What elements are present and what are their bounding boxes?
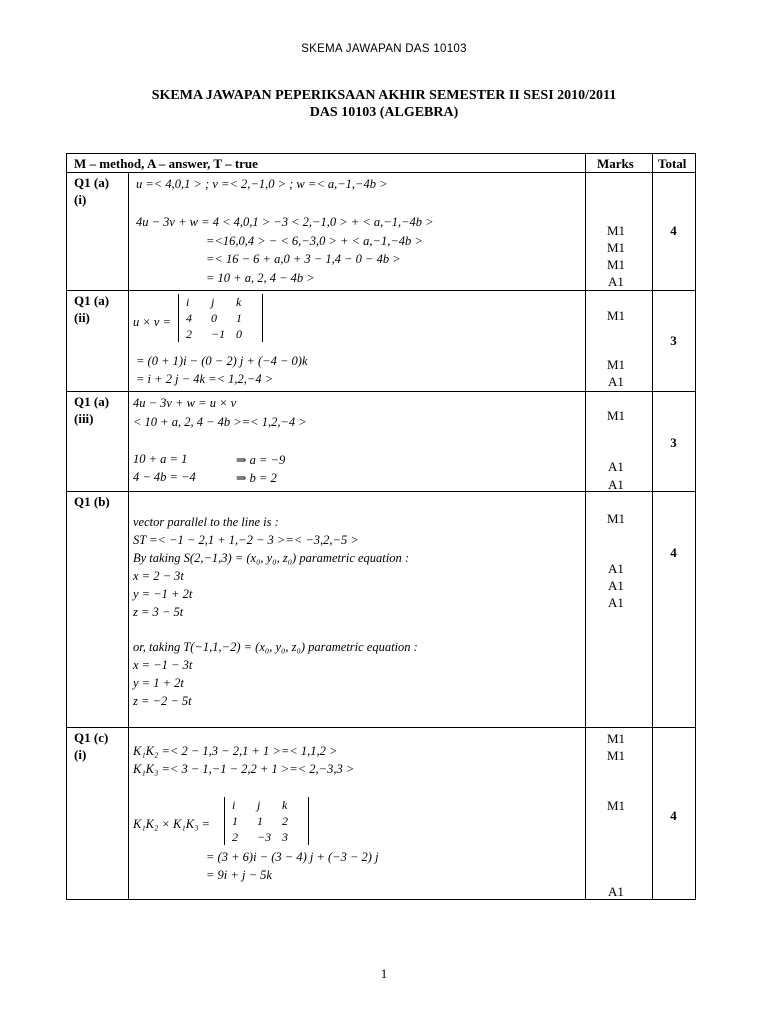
mark-code: M1 <box>606 223 626 238</box>
math-line: 10 + a = 1 <box>133 452 188 466</box>
mark-code: M1 <box>606 798 626 813</box>
math-line: < 10 + a, 2, 4 − 4b >=< 1,2,−4 > <box>133 415 307 429</box>
determinant: i j k 1 1 2 2 −3 3 <box>224 797 309 845</box>
table-legend: M – method, A – answer, T – true <box>74 156 258 171</box>
total-score: 4 <box>670 545 677 560</box>
question-label: Q1 (c) (i) <box>74 730 109 762</box>
question-label: Q1 (a) (i) <box>74 175 110 207</box>
mark-code: M1 <box>606 257 626 272</box>
table-border-top <box>66 153 696 154</box>
math-line: =<16,0,4 > − < 6,−3,0 > + < a,−1,−4b > <box>206 234 423 248</box>
total-score: 3 <box>670 333 677 348</box>
mark-code: M1 <box>606 731 626 746</box>
total-column-divider <box>652 153 653 900</box>
math-line: y = 1 + 2t <box>133 676 184 690</box>
math-line: = (3 + 6)i − (3 − 4) j + (−3 − 2) j <box>206 850 379 864</box>
question-label: Q1 (b) <box>74 494 110 509</box>
page-header: SKEMA JAWAPAN DAS 10103 <box>301 43 467 55</box>
table-border-left <box>66 153 67 900</box>
document-subtitle: DAS 10103 (ALGEBRA) <box>309 105 459 120</box>
math-line: 4u − 3v + w = 4 < 4,0,1 > −3 < 2,−1,0 > + < a,−1,−4b > <box>136 215 434 229</box>
math-line: = 9i + j − 5k <box>206 868 272 882</box>
question-label: Q1 (a) (iii) <box>74 394 110 426</box>
mark-code: A1 <box>608 274 624 289</box>
math-line: = 10 + a, 2, 4 − 4b > <box>206 271 315 285</box>
row-divider <box>66 391 696 392</box>
math-line: or, taking T(−1,1,−2) = (x₀, y₀, z₀) parametric equation : <box>133 640 418 654</box>
mark-code: A1 <box>608 374 624 389</box>
math-line: K₁K₃ =< 3 − 1,−1 − 2,2 + 1 >=< 2,−3,3 > <box>133 762 355 776</box>
question-label: Q1 (a) (ii) <box>74 293 110 325</box>
math-line: y = −1 + 2t <box>133 587 193 601</box>
mark-code: A1 <box>608 578 624 593</box>
total-score: 3 <box>670 435 677 450</box>
math-line: 4 − 4b = −4 <box>133 470 196 484</box>
marks-header: Marks <box>597 156 634 171</box>
mark-code: A1 <box>608 459 624 474</box>
table-border-right <box>695 153 696 900</box>
math-line: z = 3 − 5t <box>133 605 184 619</box>
mark-code: M1 <box>606 748 626 763</box>
mark-code: A1 <box>608 477 624 492</box>
mark-code: A1 <box>608 884 624 899</box>
document-title: SKEMA JAWAPAN PEPERIKSAAN AKHIR SEMESTER II SESI 2010/2011 <box>151 88 617 103</box>
mark-code: M1 <box>606 511 626 526</box>
determinant: i j k 4 0 1 2 −1 0 <box>178 294 263 342</box>
math-line: u × v = <box>133 315 172 329</box>
mark-code: M1 <box>606 408 626 423</box>
mark-code: M1 <box>606 308 626 323</box>
math-line: ST =< −1 − 2,1 + 1,−2 − 3 >=< −3,2,−5 > <box>133 533 359 547</box>
mark-code: A1 <box>608 561 624 576</box>
math-line: K₁K₂ × K₁K₃ = <box>133 817 210 831</box>
total-header: Total <box>658 156 687 171</box>
math-line: x = 2 − 3t <box>133 569 184 583</box>
math-line: ⇒ a = −9 <box>236 453 286 467</box>
total-score: 4 <box>670 223 677 238</box>
math-line: K₁K₂ =< 2 − 1,3 − 2,1 + 1 >=< 1,1,2 > <box>133 744 338 758</box>
math-line: By taking S(2,−1,3) = (x₀, y₀, z₀) parametric equation : <box>133 551 410 565</box>
row-divider <box>66 290 696 291</box>
table-header-divider <box>66 172 696 173</box>
math-line: z = −2 − 5t <box>133 694 192 708</box>
mark-code: M1 <box>606 240 626 255</box>
math-line: =< 16 − 6 + a,0 + 3 − 1,4 − 0 − 4b > <box>206 252 401 266</box>
math-line: = (0 + 1)i − (0 − 2) j + (−4 − 0)k <box>136 354 308 368</box>
page-number: 1 <box>380 966 388 981</box>
marks-column-divider <box>585 153 586 900</box>
label-column-divider <box>128 172 129 900</box>
math-line: = i + 2 j − 4k =< 1,2,−4 > <box>136 372 274 386</box>
total-score: 4 <box>670 808 677 823</box>
math-line: ⇒ b = 2 <box>236 471 277 485</box>
mark-code: M1 <box>606 357 626 372</box>
math-line: 4u − 3v + w = u × v <box>133 396 237 410</box>
mark-code: A1 <box>608 595 624 610</box>
math-line: x = −1 − 3t <box>133 658 193 672</box>
math-line: vector parallel to the line is : <box>133 515 279 529</box>
answer-scheme-table <box>66 153 696 900</box>
row-divider <box>66 727 696 728</box>
math-line: u =< 4,0,1 > ; v =< 2,−1,0 > ; w =< a,−1,−4b > <box>136 177 388 191</box>
